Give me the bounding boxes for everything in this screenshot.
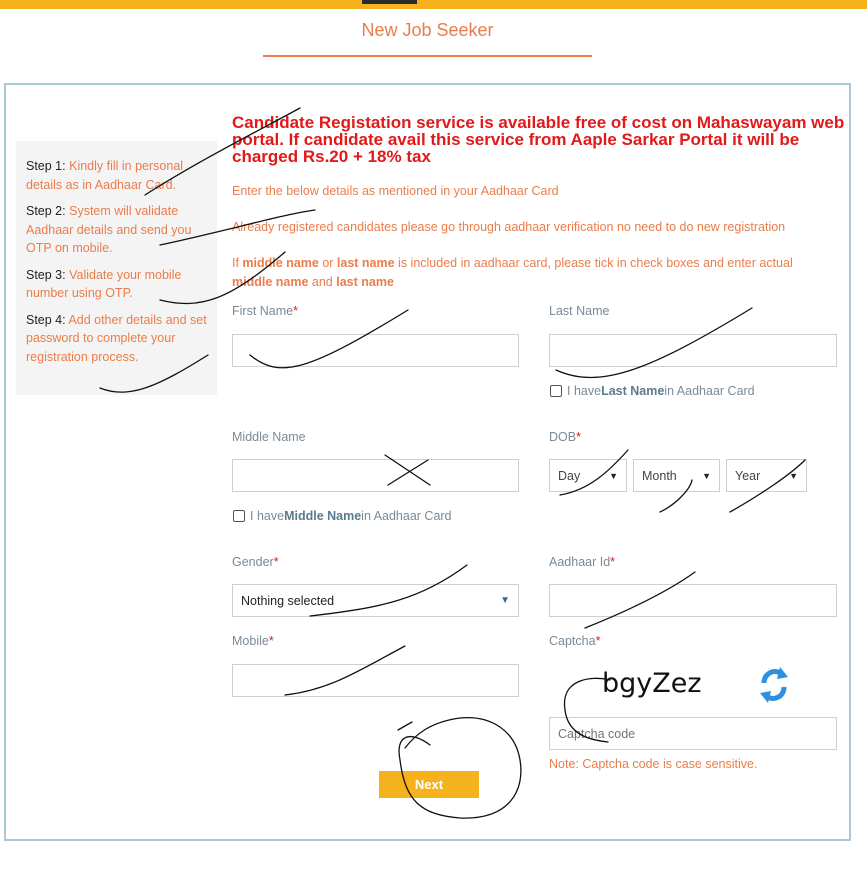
last-name-label: Last Name (549, 304, 610, 318)
steps-sidebar (16, 141, 217, 395)
middle-name-input[interactable] (232, 459, 519, 492)
title-underline (263, 55, 592, 57)
info-already-registered: Already registered candidates please go through aadhaar verification no need to do new registration (232, 220, 786, 234)
gender-select[interactable]: Nothing selected ▼ (232, 584, 519, 617)
last-name-checkbox-row[interactable]: I have Last Name in Aadhaar Card (550, 384, 755, 398)
captcha-image-text: bgyZez (602, 668, 702, 699)
chevron-down-icon: ▼ (789, 470, 798, 481)
aadhaar-label: Aadhaar Id* (549, 555, 616, 569)
mobile-input[interactable] (232, 664, 519, 697)
dob-year-select[interactable]: Year ▼ (726, 459, 807, 492)
page-title: New Job Seeker (361, 20, 494, 40)
middle-name-checkbox[interactable] (233, 510, 245, 522)
chevron-down-icon: ▼ (500, 595, 510, 606)
dob-label: DOB* (549, 430, 581, 444)
dob-month-select[interactable]: Month ▼ (633, 459, 720, 492)
dob-day-select[interactable]: Day ▼ (549, 459, 627, 492)
chevron-down-icon: ▼ (609, 470, 618, 481)
step-3: Step 3: Validate your mobile number using OTP. (26, 267, 182, 300)
captcha-note: Note: Captcha code is case sensitive. (549, 757, 758, 771)
first-name-label: First Name* (232, 304, 298, 318)
captcha-label: Captcha* (549, 634, 601, 648)
last-name-input[interactable] (549, 334, 837, 367)
mobile-label: Mobile* (232, 634, 274, 648)
top-accent-bar (0, 0, 867, 9)
info-aadhaar-instruction: Enter the below details as mentioned in your Aadhaar Card (232, 184, 559, 198)
first-name-input[interactable] (232, 334, 519, 367)
step-1: Step 1: Kindly fill in personal details as in Aadhaar Card. (26, 159, 184, 192)
chevron-down-icon: ▼ (702, 470, 711, 481)
refresh-icon[interactable] (758, 665, 790, 705)
captcha-input[interactable] (549, 717, 837, 750)
gender-label: Gender* (232, 555, 279, 569)
info-middle-last-name: If middle name or last name is included in aadhaar card, please tick in check boxes and enter actual middle name and last name (232, 256, 793, 289)
next-button[interactable]: Next (379, 771, 479, 798)
aadhaar-input[interactable] (549, 584, 837, 617)
middle-name-checkbox-row[interactable]: I have Middle Name in Aadhaar Card (233, 509, 452, 523)
middle-name-label: Middle Name (232, 430, 306, 444)
step-2: Step 2: System will validate Aadhaar details and send you OTP on mobile. (26, 204, 192, 255)
top-active-tab-indicator (362, 0, 417, 4)
fee-notice: Candidate Registation service is available free of cost on Mahaswayam web portal. If candidate avail this service from Aaple Sarkar Portal it will be charged Rs.20 + 18% tax (232, 113, 845, 166)
last-name-checkbox[interactable] (550, 385, 562, 397)
step-4: Step 4: Add other details and set password to complete your registration process. (26, 312, 207, 364)
